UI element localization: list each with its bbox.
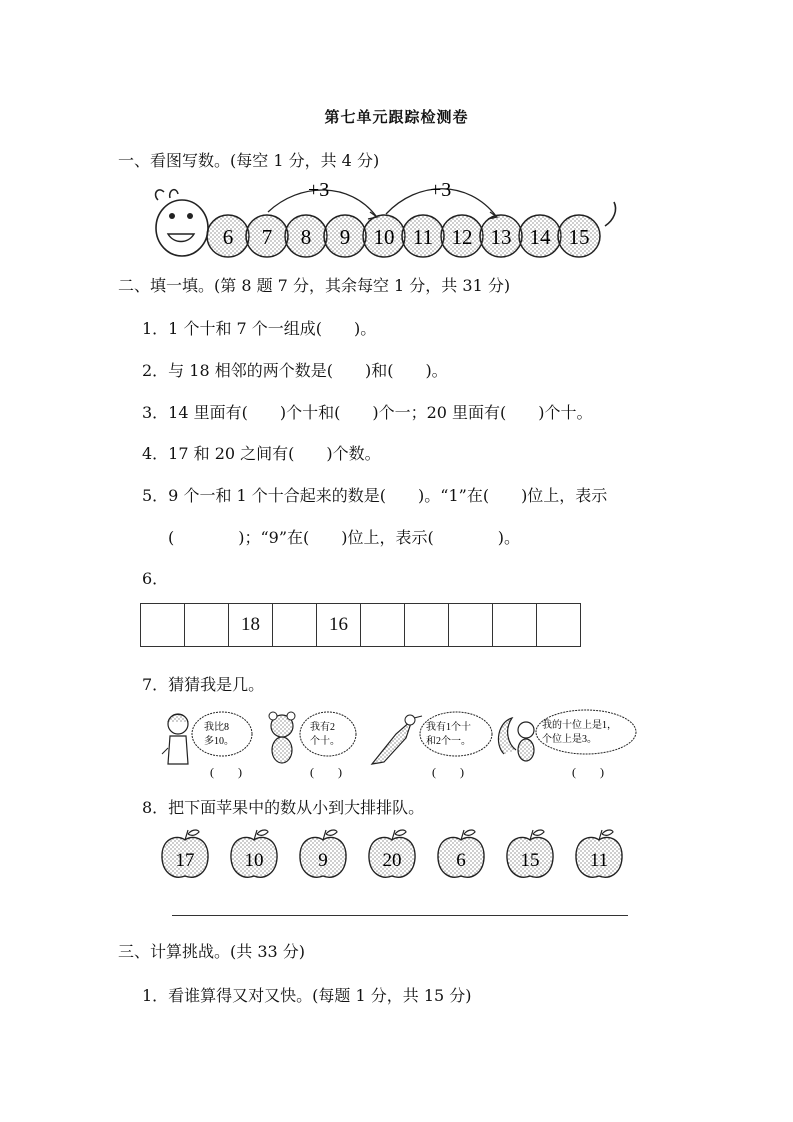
svg-text:和2个一。: 和2个一。 [426,736,471,747]
caterpillar-number: 10 [373,225,395,249]
guess-number-figure [160,704,660,784]
section1-heading: 一、看图写数。(每空 1 分，共 4 分) [118,151,380,170]
caterpillar-tail [605,202,616,226]
grid-cell[interactable] [405,604,449,647]
caterpillar-number: 15 [568,225,590,249]
speech-bubble-3 [420,712,492,756]
answer-blank-4[interactable]: ( ) [572,765,604,779]
bear-figure [269,712,295,763]
question-8: 8．把下面苹果中的数从小到大排排队。 [142,798,425,817]
caterpillar-head [156,190,208,256]
grid-cell[interactable] [273,604,317,647]
speech-bubble-1 [192,712,252,756]
apple [300,830,346,877]
answer-blank-1[interactable]: ( ) [210,765,242,779]
svg-text:我有2: 我有2 [310,722,335,733]
question-1: 1．1 个十和 7 个一组成( )。 [142,319,377,338]
apple [231,830,277,877]
apples-figure [160,826,640,886]
answer-line[interactable] [172,915,628,916]
caterpillar-number: 13 [490,225,512,249]
apple [507,830,553,877]
speech-bubble-2 [300,712,356,756]
answer-blank-3[interactable]: ( ) [432,765,464,779]
caterpillar-number: 12 [451,225,473,249]
section2-heading: 二、填一填。(第 8 题 7 分，其余每空 1 分，共 31 分) [118,276,511,295]
grid-cell: 16 [317,604,361,647]
caterpillar-number: 9 [339,225,351,249]
caterpillar-number: 11 [412,225,434,249]
svg-text:我的十位上是1，: 我的十位上是1， [542,720,617,731]
apple-number: 20 [382,850,402,871]
caterpillar-number: 6 [222,225,234,249]
boy-figure [162,714,188,764]
grid-cell[interactable] [493,604,537,647]
apple-number: 17 [175,850,195,871]
grid-cell: 18 [229,604,273,647]
arrow-1-label: +3 [308,179,330,201]
grid-cell[interactable] [449,604,493,647]
caterpillar-body [207,215,600,257]
apple [438,830,484,877]
question-5-line-1: 5．9 个一和 1 个十合起来的数是( )。“1”在( )位上，表示 [142,486,608,505]
grid-cell[interactable] [361,604,405,647]
grid-cell[interactable] [537,604,581,647]
grid-cell[interactable] [185,604,229,647]
svg-text:多10。: 多10。 [204,736,234,747]
apple-number: 15 [520,850,540,871]
section3-question-1: 1．看谁算得又对又快。(每题 1 分，共 15 分) [142,986,472,1005]
apple-number: 11 [589,850,609,871]
caterpillar-number: 7 [261,225,273,249]
svg-text:个十。: 个十。 [310,736,340,747]
page-title: 第七单元跟踪检测卷 [324,108,469,126]
question-6: 6． [142,569,169,588]
svg-text:个位上是3。: 个位上是3。 [542,734,597,745]
speech-bubble-4 [536,710,636,754]
section3-heading: 三、计算挑战。(共 33 分) [118,942,306,961]
question-5-line-2: ( )；“9”在( )位上，表示( )。 [168,528,520,547]
apple-number: 10 [244,850,264,871]
apple [162,830,208,877]
bird-figure [372,715,422,764]
caterpillar-number: 8 [300,225,312,249]
question-2: 2．与 18 相邻的两个数是( )和( )。 [142,361,448,380]
apple [576,830,622,877]
apple-number: 6 [456,850,466,871]
number-sequence-grid [140,603,581,647]
question-7: 7．猜猜我是几。 [142,675,265,694]
svg-text:我有1个十: 我有1个十 [426,722,471,733]
question-3: 3．14 里面有( )个十和( )个一；20 里面有( )个十。 [142,403,593,422]
apple-number: 9 [318,850,328,871]
grid-cell[interactable] [141,604,185,647]
caterpillar-figure [150,172,620,264]
apple [369,830,415,877]
caterpillar-number: 14 [529,225,551,249]
question-4: 4．17 和 20 之间有( )个数。 [142,444,381,463]
apple-row [162,830,622,877]
answer-blank-2[interactable]: ( ) [310,765,342,779]
squirrel-figure [498,718,534,761]
svg-text:我比8: 我比8 [204,722,229,733]
arrow-2-label: +3 [430,179,452,201]
